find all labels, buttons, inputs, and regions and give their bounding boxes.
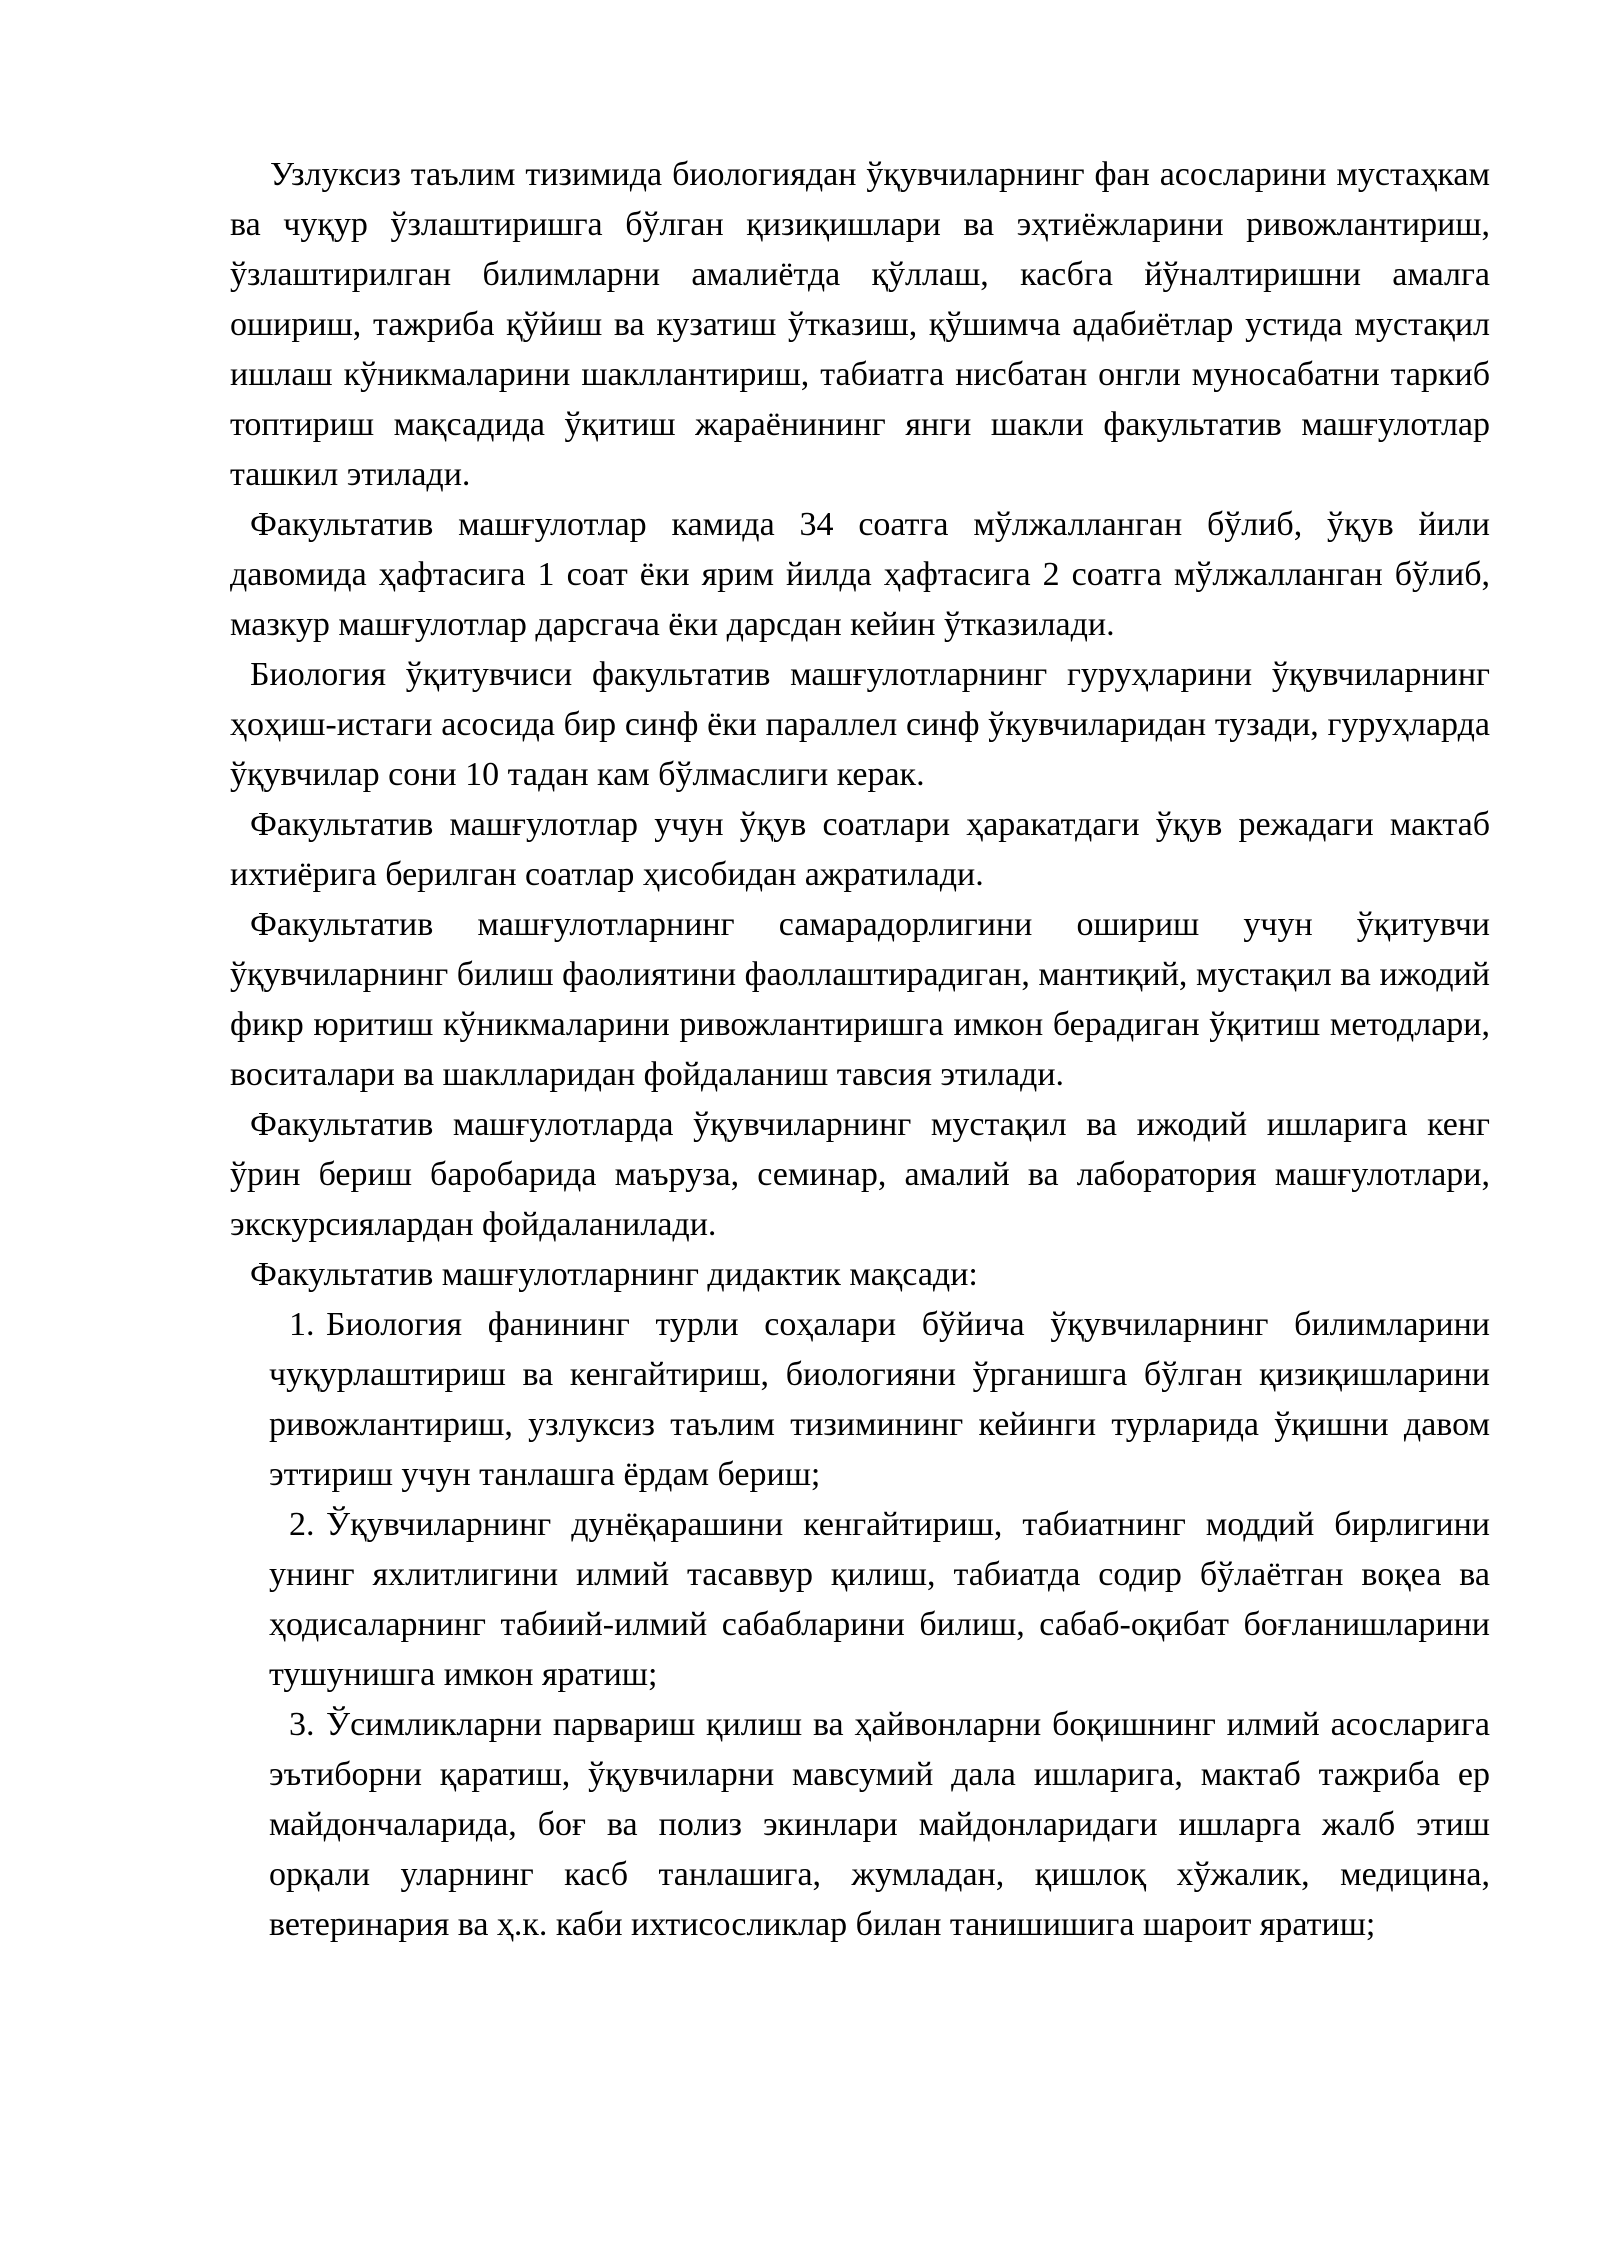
list-item-text: Биология фанининг турли соҳалари бўйича ўқувчиларнинг билимларини чуқурлаштириш ва кенгайтириш, биологияни ўрганишга бўлган қизиқишларини ривожлантириш, узлуксиз таълим тизимининг кейинги турларида ўқишни давом эттириш учун танлашга ёрдам бериш;: [269, 1306, 1490, 1493]
paragraph-creative-work: Факультатив машғулотларда ўқувчиларнинг мустақил ва ижодий ишларига кенг ўрин бериш баробарида маъруза, семинар, амалий ва лаборатория машғулотлари, экскурсиялардан фойдаланилади.: [230, 1106, 1490, 1243]
list-item-text: Ўқувчиларнинг дунёқарашини кенгайтириш, табиатнинг моддий бирлигини унинг яхлитлигини илмий тасаввур қилиш, табиатда содир бўлаётган воқеа ва ҳодисаларнинг табиий-илмий сабабларини билиш, сабаб-оқибат боғланишларини тушунишга имкон яратиш;: [269, 1506, 1490, 1693]
list-item: [230, 1300, 1490, 1500]
paragraph-groups: Биология ўқитувчиси факультатив машғулотларнинг гуруҳларини ўқувчиларнинг ҳоҳиш-истаги асосида бир синф ёки параллел синф ўкувчиларидан тузади, гуруҳларда ўқувчилар сони 10 тадан кам бўлмаслиги керак.: [230, 656, 1490, 793]
list-item-text: Ўсимликларни парвариш қилиш ва ҳайвонларни боқишнинг илмий асосларига эътиборни қаратиш, ўқувчиларни мавсумий дала ишларига, мактаб тажриба ер майдончаларида, боғ ва полиз экинлари майдонларидаги ишларга жалб этиш орқали уларнинг касб танлашига, жумладан, қишлоқ хўжалик, медицина, ветеринария ва ҳ.к. каби ихтисосликлар билан танишишига шароит яратиш;: [269, 1706, 1490, 1943]
paragraph-hours: Факультатив машғулотлар камида 34 соатга мўлжалланган бўлиб, ўқув йили давомида ҳафтасига 1 соат ёки ярим йилда ҳафтасига 2 соатга мўлжалланган бўлиб, мазкур машғулотлар дарсгача ёки дарсдан кейин ўтказилади.: [230, 506, 1490, 643]
list-item: [230, 1500, 1490, 1700]
paragraph-intro: Узлуксиз таълим тизимида биологиядан ўқувчиларнинг фан асосларини мустаҳкам ва чуқур ўзлаштиришга бўлган қизиқишлари ва эҳтиёжларини ривожлантириш, ўзлаштирилган билимларни амалиётда қўллаш, касбга йўналтиришни амалга ошириш, тажриба қўйиш ва кузатиш ўтказиш, қўшимча адабиётлар устида мустақил ишлаш кўникмаларини шакллантириш, табиатга нисбатан онгли муносабатни таркиб топтириш мақсадида ўқитиш жараёнининг янги шакли факультатив машғулотлар ташкил этилади.: [230, 156, 1490, 493]
list-item-number: 1.: [289, 1306, 315, 1343]
paragraph-didactic-goal: Факультатив машғулотларнинг дидактик мақсади:: [250, 1256, 978, 1293]
list-item-number: 3.: [289, 1706, 315, 1743]
paragraph-study-hours: Факультатив машғулотлар учун ўқув соатлари ҳаракатдаги ўқув режадаги мактаб ихтиёрига берилган соатлар ҳисобидан ажратилади.: [230, 806, 1490, 893]
document-page: [230, 150, 1490, 1950]
list-item-number: 2.: [289, 1506, 315, 1543]
list-item: [230, 1700, 1490, 1950]
paragraph-efficiency: Факультатив машғулотларнинг самарадорлигини ошириш учун ўқитувчи ўқувчиларнинг билиш фаолиятини фаоллаштирадиган, мантиқий, мустақил ва ижодий фикр юритиш кўникмаларини ривожлантиришга имкон берадиган ўқитиш методлари, воситалари ва шаклларидан фойдаланиш тавсия этилади.: [230, 906, 1490, 1093]
